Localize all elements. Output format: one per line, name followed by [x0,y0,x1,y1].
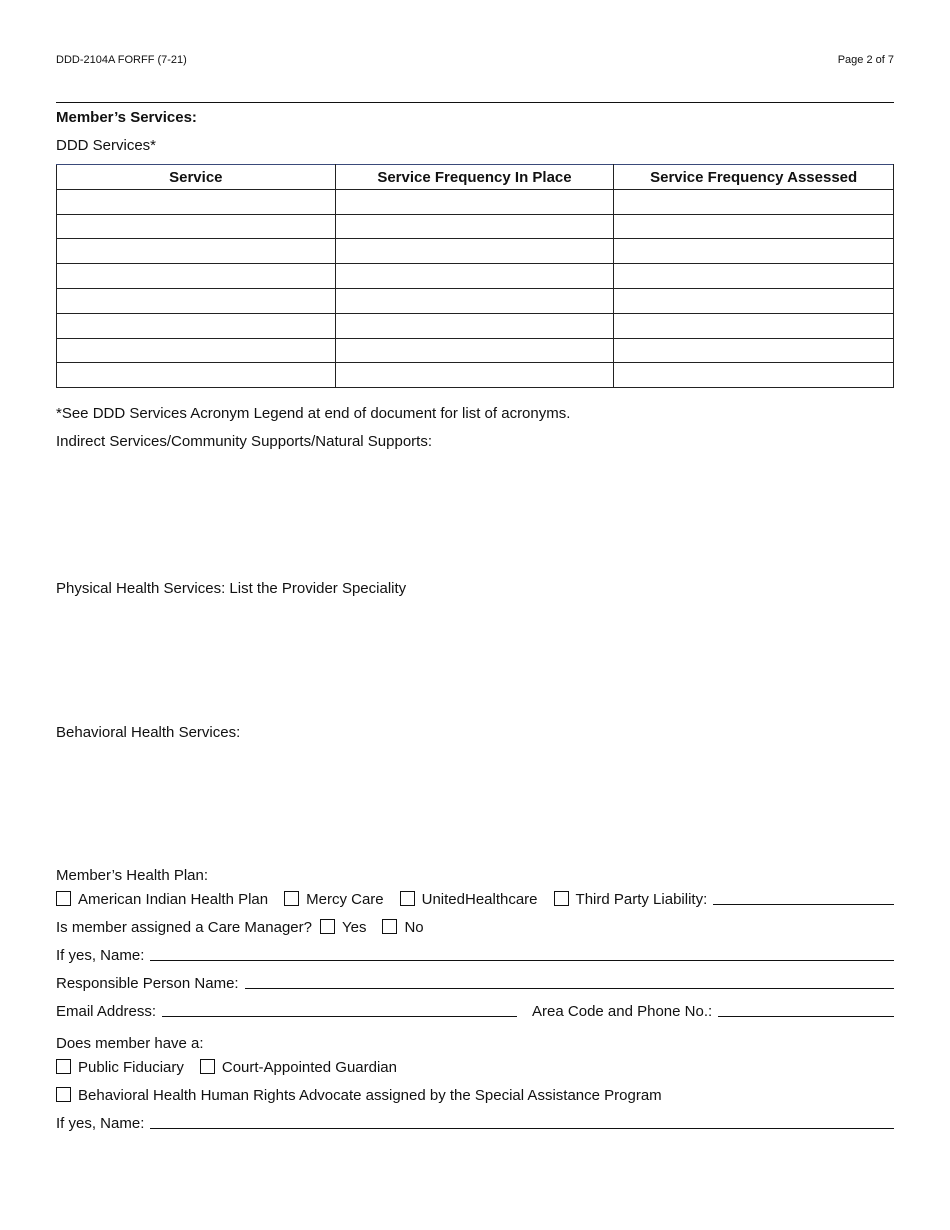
frequency-assessed-cell[interactable] [614,189,894,214]
header-divider [56,102,894,103]
care-manager-yes-checkbox[interactable] [320,919,335,934]
ddd-services-table [56,164,894,388]
public-fiduciary-label: Public Fiduciary [78,1059,184,1076]
table-row [57,313,894,338]
american-indian-label: American Indian Health Plan [78,891,269,908]
frequency-assessed-cell[interactable] [614,214,894,239]
service-cell[interactable] [57,239,336,264]
unitedhealthcare-label: UnitedHealthcare [421,891,538,908]
court-guardian-checkbox[interactable] [200,1059,215,1074]
acronym-footnote: *See DDD Services Acronym Legend at end of document for list of acronyms. [56,405,571,422]
responsible-person-row [56,975,894,992]
care-manager-no-checkbox[interactable] [382,919,397,934]
third-party-input[interactable] [713,904,894,905]
service-cell[interactable] [57,214,336,239]
third-party-label: Third Party Liability: [575,891,708,908]
phone-label: Area Code and Phone No.: [532,1003,713,1020]
contact-row [56,1003,894,1020]
column-header-frequency-assessed: Service Frequency Assessed [614,165,894,190]
frequency-assessed-cell[interactable] [614,313,894,338]
table-row [57,363,894,388]
health-plan-label: Member’s Health Plan: [56,867,209,884]
column-header-frequency-in-place: Service Frequency In Place [335,165,614,190]
page-number: Page 2 of 7 [837,54,894,66]
care-manager-yes-label: Yes [341,919,367,936]
care-manager-name-label: If yes, Name: [56,947,145,964]
frequency-in-place-cell[interactable] [335,189,614,214]
phone-input[interactable] [718,1016,894,1017]
care-manager-name-row [56,947,894,964]
third-party-checkbox[interactable] [554,891,569,906]
guardian-name-row [56,1115,894,1132]
unitedhealthcare-checkbox[interactable] [400,891,415,906]
frequency-in-place-cell[interactable] [335,264,614,289]
american-indian-checkbox[interactable] [56,891,71,906]
service-cell[interactable] [57,288,336,313]
mercy-care-checkbox[interactable] [284,891,299,906]
email-label: Email Address: [56,1003,157,1020]
guardian-name-input[interactable] [150,1128,894,1129]
care-manager-question: Is member assigned a Care Manager? [56,919,312,936]
frequency-assessed-cell[interactable] [614,288,894,313]
members-services-heading: Member’s Services: [56,109,197,126]
advocate-label: Behavioral Health Human Rights Advocate assigned by the Special Assistance Program [78,1087,662,1104]
care-manager-row [56,919,894,936]
health-plan-options [56,891,894,908]
frequency-assessed-cell[interactable] [614,264,894,289]
court-guardian-label: Court-Appointed Guardian [221,1059,397,1076]
responsible-person-input[interactable] [245,988,894,989]
frequency-in-place-cell[interactable] [335,239,614,264]
column-header-service: Service [57,165,336,190]
table-row [57,288,894,313]
responsible-person-label: Responsible Person Name: [56,975,239,992]
guardian-question: Does member have a: [56,1035,204,1052]
table-row [57,264,894,289]
service-cell[interactable] [57,338,336,363]
table-row [57,338,894,363]
behavioral-health-label: Behavioral Health Services: [56,724,241,741]
table-header-row [57,165,894,190]
mercy-care-label: Mercy Care [306,891,384,908]
ddd-services-label: DDD Services* [56,137,157,154]
care-manager-no-label: No [404,919,424,936]
service-cell[interactable] [57,189,336,214]
advocate-checkbox[interactable] [56,1087,71,1102]
form-id: DDD-2104A FORFF (7-21) [56,54,187,66]
frequency-in-place-cell[interactable] [335,338,614,363]
frequency-assessed-cell[interactable] [614,363,894,388]
table-row [57,239,894,264]
frequency-in-place-cell[interactable] [335,214,614,239]
frequency-in-place-cell[interactable] [335,363,614,388]
email-input[interactable] [162,1016,517,1017]
service-cell[interactable] [57,313,336,338]
frequency-assessed-cell[interactable] [614,239,894,264]
frequency-in-place-cell[interactable] [335,288,614,313]
care-manager-name-input[interactable] [150,960,894,961]
table-row [57,214,894,239]
indirect-services-label: Indirect Services/Community Supports/Natural Supports: [56,433,432,450]
physical-health-label: Physical Health Services: List the Provider Speciality [56,580,407,597]
frequency-assessed-cell[interactable] [614,338,894,363]
table-row [57,189,894,214]
public-fiduciary-checkbox[interactable] [56,1059,71,1074]
guardian-options-row [56,1059,894,1076]
guardian-name-label: If yes, Name: [56,1115,145,1132]
service-cell[interactable] [57,363,336,388]
frequency-in-place-cell[interactable] [335,313,614,338]
advocate-row [56,1087,894,1104]
service-cell[interactable] [57,264,336,289]
